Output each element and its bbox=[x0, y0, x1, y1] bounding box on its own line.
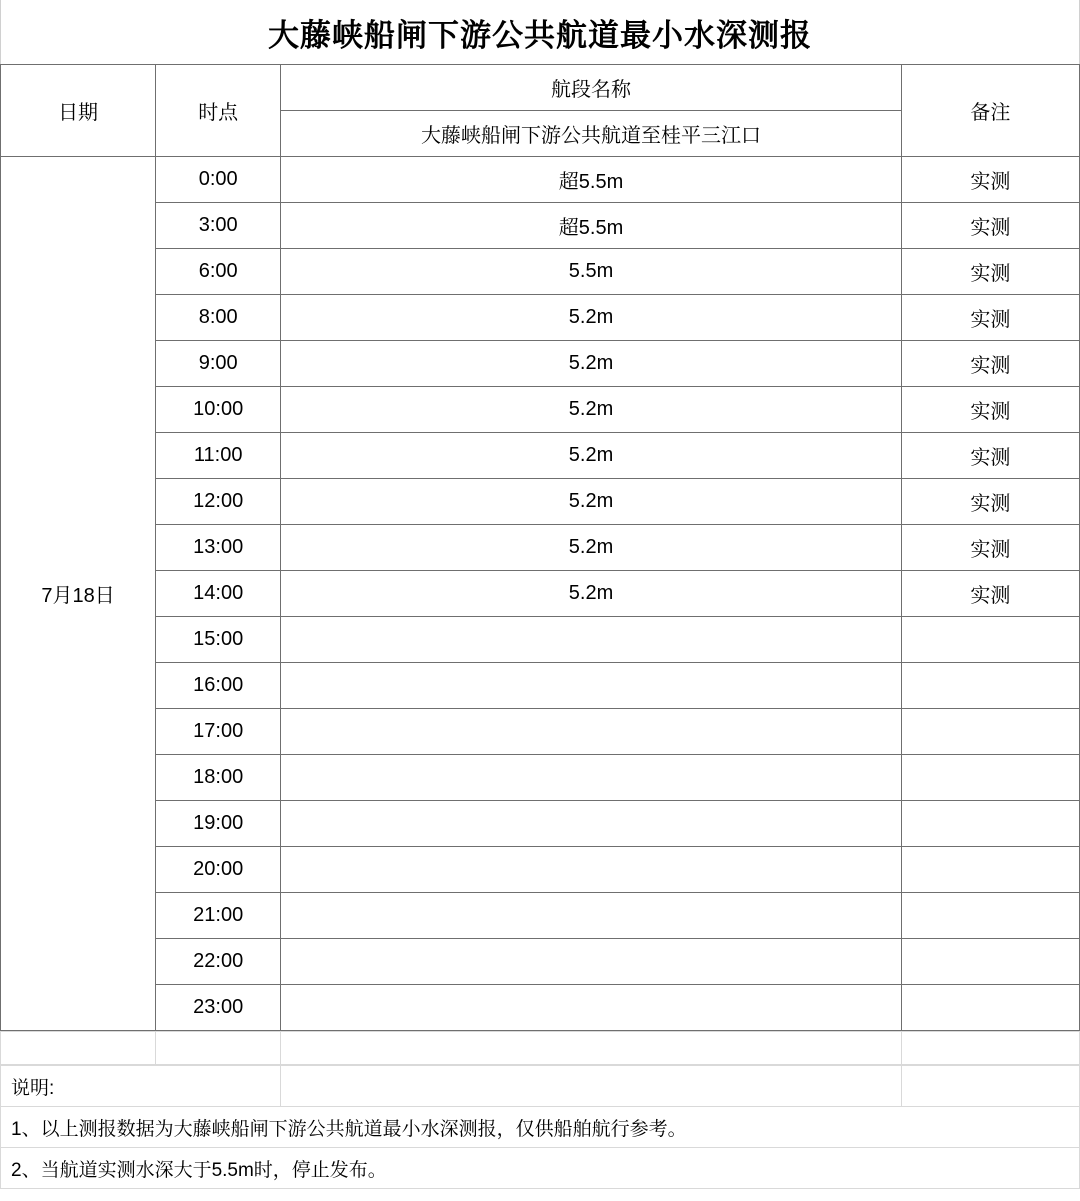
table-row bbox=[1, 617, 1080, 663]
note-cell: 实测 bbox=[901, 479, 1079, 525]
header-time: 时点 bbox=[156, 65, 281, 157]
time-cell: 21:00 bbox=[156, 893, 281, 939]
table-row bbox=[1, 341, 1080, 387]
time-cell: 18:00 bbox=[156, 755, 281, 801]
table-row bbox=[1, 203, 1080, 249]
note-cell bbox=[901, 617, 1079, 663]
depth-cell: 5.2m bbox=[281, 571, 902, 617]
table-row bbox=[1, 939, 1080, 985]
note-cell bbox=[901, 709, 1079, 755]
notes-label-cont bbox=[156, 1066, 281, 1107]
table-row bbox=[1, 571, 1080, 617]
depth-cell bbox=[281, 663, 902, 709]
notes-label-cont bbox=[281, 1066, 902, 1107]
header-segment-name: 大藤峡船闸下游公共航道至桂平三江口 bbox=[281, 111, 902, 157]
time-cell: 14:00 bbox=[156, 571, 281, 617]
depth-cell: 5.2m bbox=[281, 433, 902, 479]
time-cell: 19:00 bbox=[156, 801, 281, 847]
note-cell: 实测 bbox=[901, 203, 1079, 249]
table-row bbox=[1, 387, 1080, 433]
note-cell: 实测 bbox=[901, 525, 1079, 571]
depth-cell bbox=[281, 847, 902, 893]
table-row bbox=[1, 709, 1080, 755]
depth-cell: 5.2m bbox=[281, 479, 902, 525]
notes-section bbox=[0, 1065, 1080, 1189]
note-cell: 实测 bbox=[901, 571, 1079, 617]
note-cell: 实测 bbox=[901, 157, 1079, 203]
blank-separator-band bbox=[0, 1031, 1080, 1065]
note-cell bbox=[901, 755, 1079, 801]
notes-label: 说明: bbox=[1, 1066, 156, 1107]
blank-cell bbox=[1, 1032, 156, 1065]
notes-label-row bbox=[1, 1066, 1080, 1107]
note-cell: 实测 bbox=[901, 387, 1079, 433]
depth-cell bbox=[281, 755, 902, 801]
table-row bbox=[1, 893, 1080, 939]
note-text-1: 1、以上测报数据为大藤峡船闸下游公共航道最小水深测报，仅供船舶航行参考。 bbox=[1, 1107, 902, 1148]
depth-cell bbox=[281, 709, 902, 755]
note-row bbox=[1, 1148, 1080, 1189]
table-row bbox=[1, 755, 1080, 801]
depth-cell bbox=[281, 985, 902, 1031]
date-value: 7月18日 bbox=[1, 157, 156, 1031]
time-cell: 13:00 bbox=[156, 525, 281, 571]
table-row bbox=[1, 663, 1080, 709]
depth-cell bbox=[281, 939, 902, 985]
time-cell: 23:00 bbox=[156, 985, 281, 1031]
blank-cell bbox=[281, 1032, 902, 1065]
note-cell: 实测 bbox=[901, 249, 1079, 295]
table-row bbox=[1, 157, 1080, 203]
table-row bbox=[1, 433, 1080, 479]
table-row bbox=[1, 249, 1080, 295]
time-cell: 17:00 bbox=[156, 709, 281, 755]
table-row bbox=[1, 479, 1080, 525]
depth-cell: 超5.5m bbox=[281, 157, 902, 203]
depth-report-table bbox=[0, 64, 1080, 1031]
title-row bbox=[0, 0, 1080, 64]
depth-cell: 5.2m bbox=[281, 295, 902, 341]
note-cell bbox=[901, 985, 1079, 1031]
blank-row bbox=[1, 1032, 1080, 1065]
page-title: 大藤峡船闸下游公共航道最小水深测报 bbox=[268, 17, 812, 53]
blank-cell bbox=[156, 1032, 281, 1065]
depth-cell: 5.2m bbox=[281, 525, 902, 571]
depth-cell: 5.2m bbox=[281, 387, 902, 433]
time-cell: 6:00 bbox=[156, 249, 281, 295]
depth-cell bbox=[281, 617, 902, 663]
table-row bbox=[1, 801, 1080, 847]
time-cell: 0:00 bbox=[156, 157, 281, 203]
note-text-2: 2、当航道实测水深大于5.5m时，停止发布。 bbox=[1, 1148, 902, 1189]
depth-cell bbox=[281, 801, 902, 847]
time-cell: 16:00 bbox=[156, 663, 281, 709]
depth-cell: 5.5m bbox=[281, 249, 902, 295]
note-cell bbox=[901, 893, 1079, 939]
note-cell bbox=[901, 663, 1079, 709]
notes-label-cont bbox=[901, 1066, 1079, 1107]
blank-cell bbox=[901, 1032, 1079, 1065]
note-cell bbox=[901, 801, 1079, 847]
time-cell: 20:00 bbox=[156, 847, 281, 893]
time-cell: 11:00 bbox=[156, 433, 281, 479]
time-cell: 10:00 bbox=[156, 387, 281, 433]
note-cell-end bbox=[901, 1148, 1079, 1189]
note-cell bbox=[901, 847, 1079, 893]
table-row bbox=[1, 525, 1080, 571]
time-cell: 12:00 bbox=[156, 479, 281, 525]
note-cell bbox=[901, 939, 1079, 985]
header-note: 备注 bbox=[901, 65, 1079, 157]
note-cell-end bbox=[901, 1107, 1079, 1148]
time-cell: 3:00 bbox=[156, 203, 281, 249]
note-cell: 实测 bbox=[901, 341, 1079, 387]
time-cell: 22:00 bbox=[156, 939, 281, 985]
note-row bbox=[1, 1107, 1080, 1148]
table-body bbox=[1, 65, 1080, 1031]
note-cell: 实测 bbox=[901, 295, 1079, 341]
header-segment-group: 航段名称 bbox=[281, 65, 902, 111]
table-row bbox=[1, 985, 1080, 1031]
header-date: 日期 bbox=[1, 65, 156, 157]
depth-cell: 超5.5m bbox=[281, 203, 902, 249]
table-row bbox=[1, 847, 1080, 893]
header-row-1 bbox=[1, 65, 1080, 111]
time-cell: 15:00 bbox=[156, 617, 281, 663]
time-cell: 9:00 bbox=[156, 341, 281, 387]
depth-cell bbox=[281, 893, 902, 939]
note-cell: 实测 bbox=[901, 433, 1079, 479]
table-row bbox=[1, 295, 1080, 341]
depth-cell: 5.2m bbox=[281, 341, 902, 387]
time-cell: 8:00 bbox=[156, 295, 281, 341]
